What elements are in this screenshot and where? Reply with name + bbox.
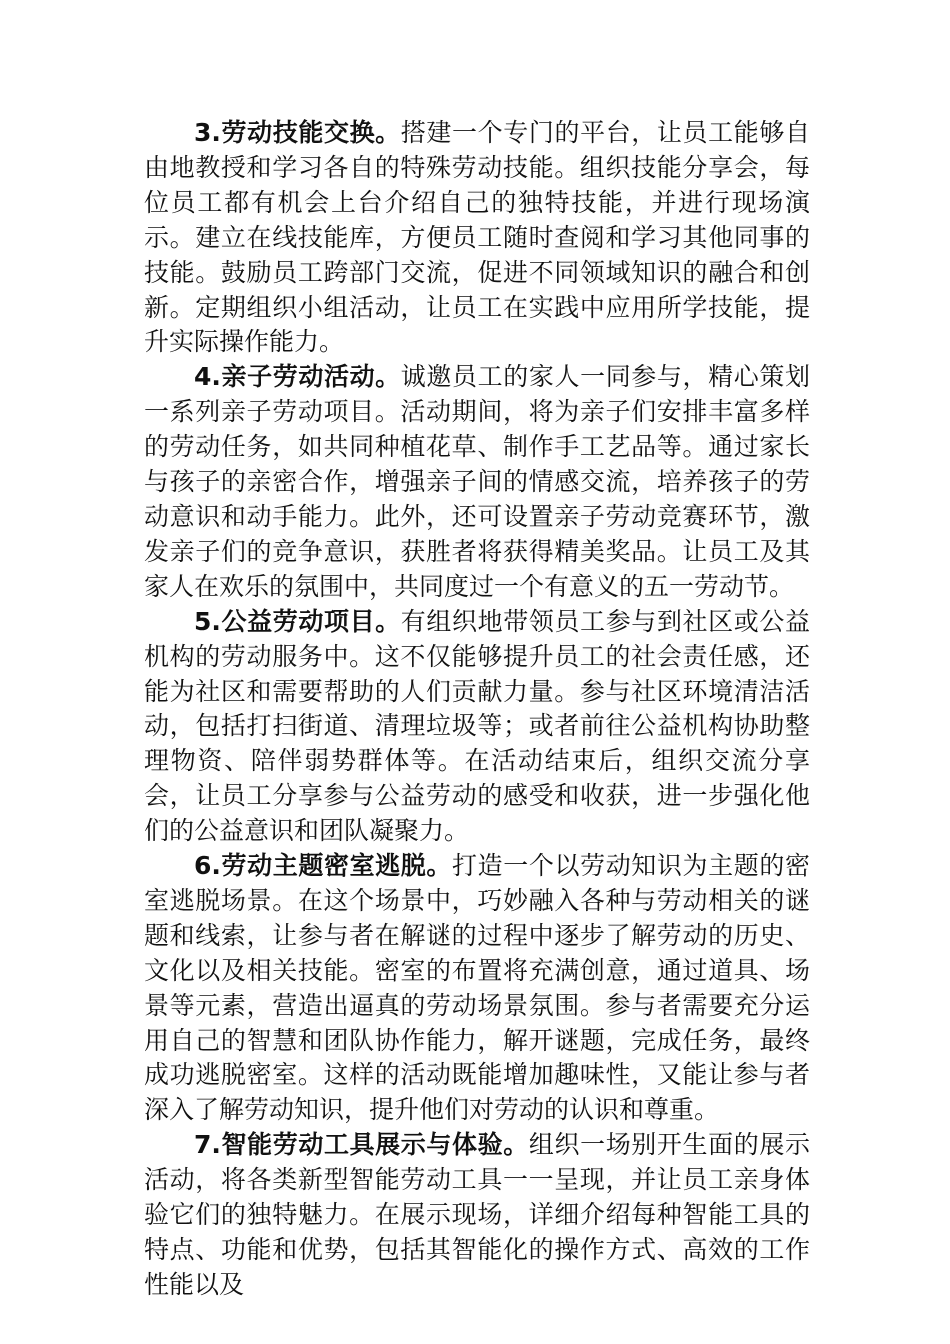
paragraph-heading: 7.智能劳动工具展示与体验。 <box>194 1130 529 1160</box>
paragraph-public-welfare <box>144 605 810 849</box>
paragraph-heading: 6.劳动主题密室逃脱。 <box>194 851 453 881</box>
paragraph-body: 组织一场别开生面的展示活动，将各类新型智能劳动工具一一呈现，并让员工亲身体验它们的独特魅力。在展示现场，详细介绍每种智能工具的特点、功能和优势，包括其智能化的操作方式、高效的工作性能以及 <box>144 1130 810 1299</box>
paragraph-parent-child <box>144 360 810 604</box>
paragraph-heading: 5.公益劳动项目。 <box>194 606 401 636</box>
paragraph-escape-room <box>144 849 810 1128</box>
document-page <box>144 116 810 1303</box>
paragraph-smart-tools <box>144 1128 810 1303</box>
paragraph-heading: 3.劳动技能交换。 <box>194 118 401 147</box>
paragraph-heading: 4.亲子劳动活动。 <box>194 362 401 392</box>
paragraph-body: 诚邀员工的家人一同参与，精心策划一系列亲子劳动项目。活动期间，将为亲子们安排丰富多样的劳动任务，如共同种植花草、制作手工艺品等。通过家长与孩子的亲密合作，增强亲子间的情感交流，培养孩子的劳动意识和动手能力。此外，还可设置亲子劳动竞赛环节，激发亲子们的竞争意识，获胜者将获得精美奖品。让员工及其家人在欢乐的氛围中，共同度过一个有意义的五一劳动节。 <box>144 362 810 601</box>
paragraph-body: 打造一个以劳动知识为主题的密室逃脱场景。在这个场景中，巧妙融入各种与劳动相关的谜题和线索，让参与者在解谜的过程中逐步了解劳动的历史、文化以及相关技能。密室的布置将充满创意，通过道具、场景等元素，营造出逼真的劳动场景氛围。参与者需要充分运用自己的智慧和团队协作能力，解开谜题，完成任务，最终成功逃脱密室。这样的活动既能增加趣味性，又能让参与者深入了解劳动知识，提升他们对劳动的认识和尊重。 <box>144 851 810 1125</box>
paragraph-skill-exchange <box>144 116 810 360</box>
paragraph-body: 有组织地带领员工参与到社区或公益机构的劳动服务中。这不仅能够提升员工的社会责任感，还能为社区和需要帮助的人们贡献力量。参与社区环境清洁活动，包括打扫街道、清理垃圾等；或者前往公益机构协助整理物资、陪伴弱势群体等。在活动结束后，组织交流分享会，让员工分享参与公益劳动的感受和收获，进一步强化他们的公益意识和团队凝聚力。 <box>144 606 810 846</box>
paragraph-body: 搭建一个专门的平台，让员工能够自由地教授和学习各自的特殊劳动技能。组织技能分享会，每位员工都有机会上台介绍自己的独特技能，并进行现场演示。建立在线技能库，方便员工随时查阅和学习其他同事的技能。鼓励员工跨部门交流，促进不同领域知识的融合和创新。定期组织小组活动，让员工在实践中应用所学技能，提升实际操作能力。 <box>144 118 810 357</box>
